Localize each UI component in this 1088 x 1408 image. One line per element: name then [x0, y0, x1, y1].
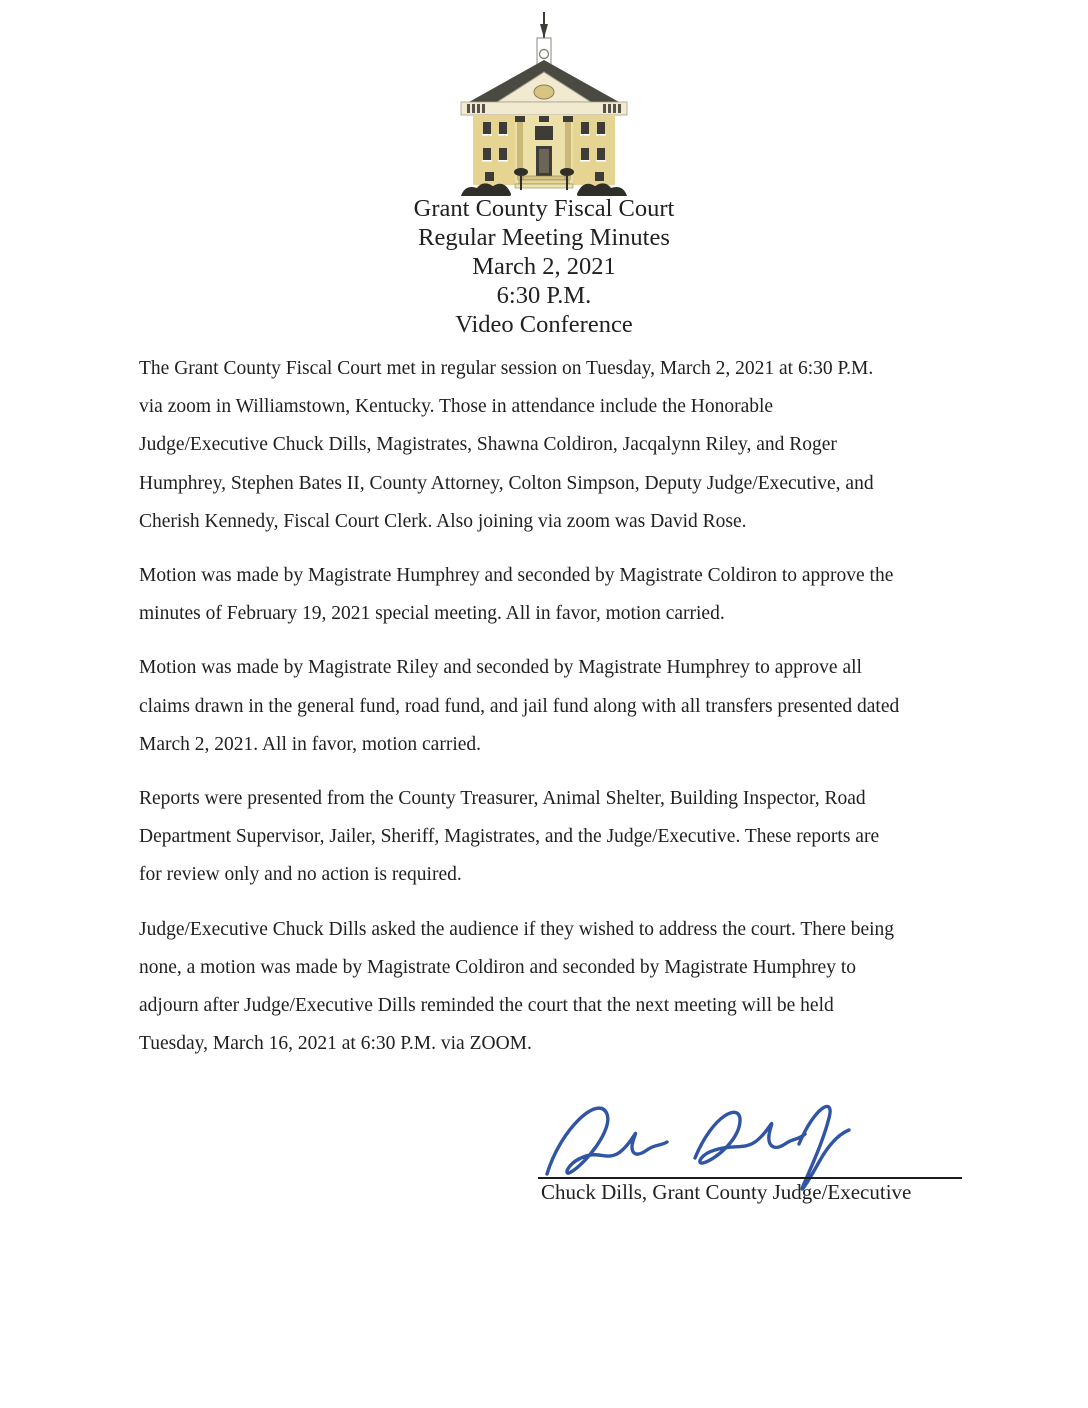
text-line: Motion was made by Magistrate Humphrey and seconded by Magistrate Coldiron to approve the: [139, 565, 894, 587]
paragraph-minutes-approval: [139, 557, 971, 633]
minutes-body: [139, 350, 971, 1079]
text-line: March 2, 2021. All in favor, motion carried.: [139, 733, 482, 755]
meeting-date: March 2, 2021: [472, 253, 616, 280]
text-line: Tuesday, March 16, 2021 at 6:30 P.M. via ZOOM.: [139, 1033, 532, 1055]
text-line: via zoom in Williamstown, Kentucky. Those in attendance include the Honorable: [139, 396, 774, 418]
paragraph-claims-approval: [139, 649, 971, 764]
paragraph-adjournment: [139, 911, 971, 1064]
text-line: Judge/Executive Chuck Dills, Magistrates, Shawna Coldiron, Jacqalynn Riley, and Roger: [139, 434, 837, 456]
text-line: Department Supervisor, Jailer, Sheriff, Magistrates, and the Judge/Executive. These reports are: [139, 826, 880, 848]
text-line: for review only and no action is required.: [139, 864, 462, 886]
courthouse-illustration-svg: [455, 8, 633, 200]
paragraph-attendance: [139, 350, 971, 541]
signature-area: [0, 1080, 1088, 1260]
text-line: minutes of February 19, 2021 special meeting. All in favor, motion carried.: [139, 603, 725, 625]
courthouse-logo: [0, 8, 1088, 200]
paragraph-reports: [139, 780, 971, 895]
text-line: Motion was made by Magistrate Riley and seconded by Magistrate Humphrey to approve all: [139, 657, 862, 679]
text-line: Humphrey, Stephen Bates II, County Attorney, Colton Simpson, Deputy Judge/Executive, and: [139, 472, 874, 494]
text-line: Cherish Kennedy, Fiscal Court Clerk. Also joining via zoom was David Rose.: [139, 510, 747, 532]
signature-caption: Chuck Dills, Grant County Judge/Executive: [541, 1180, 912, 1204]
text-line: Judge/Executive Chuck Dills asked the audience if they wished to address the court. There being: [139, 918, 895, 940]
title-block: [0, 194, 1088, 339]
document-subtitle: Regular Meeting Minutes: [418, 224, 670, 251]
text-line: none, a motion was made by Magistrate Coldiron and seconded by Magistrate Humphrey to: [139, 956, 857, 978]
text-line: adjourn after Judge/Executive Dills reminded the court that the next meeting will be held: [139, 995, 834, 1017]
text-line: The Grant County Fiscal Court met in regular session on Tuesday, March 2, 2021 at 6:30 P.M.: [139, 358, 874, 379]
meeting-format: Video Conference: [455, 311, 633, 338]
meeting-time: 6:30 P.M.: [496, 282, 592, 309]
text-line: claims drawn in the general fund, road fund, and jail fund along with all transfers presented dated: [139, 695, 900, 717]
document-title: Grant County Fiscal Court: [413, 195, 675, 222]
text-line: Reports were presented from the County Treasurer, Animal Shelter, Building Inspector, Road: [139, 788, 866, 810]
signature-line: [538, 1177, 962, 1179]
